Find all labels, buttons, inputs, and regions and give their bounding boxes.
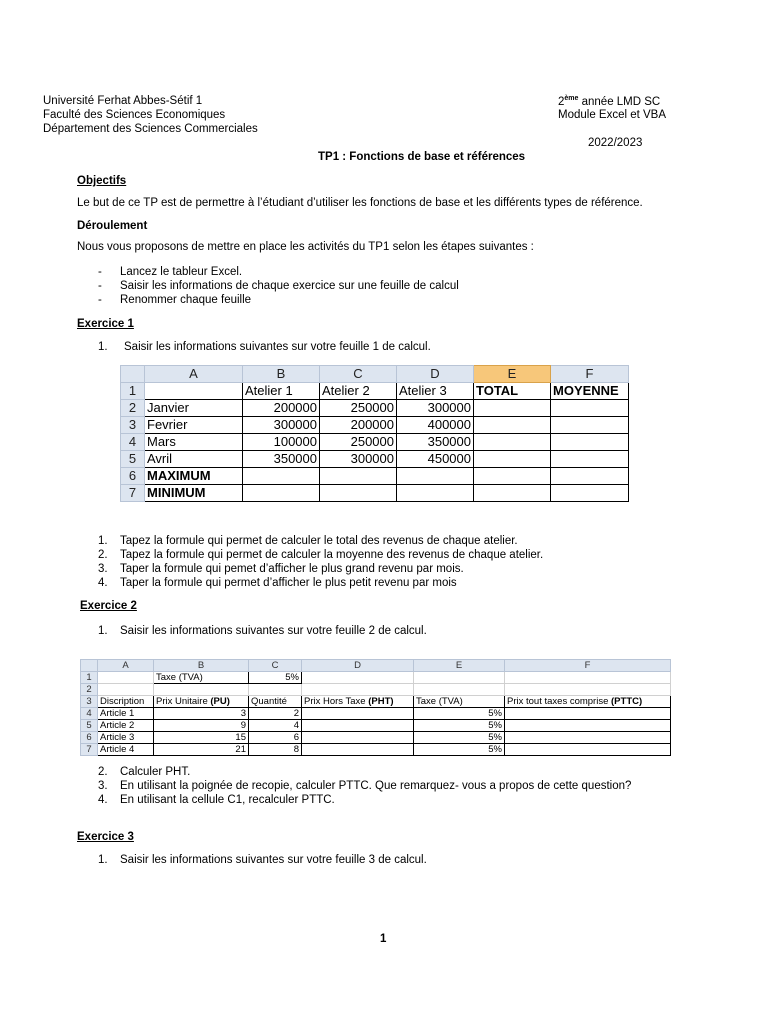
question-number: 2. bbox=[98, 766, 108, 778]
table-cell bbox=[320, 468, 397, 485]
table-cell bbox=[302, 732, 414, 744]
table-row bbox=[81, 672, 671, 684]
question-number: 2. bbox=[98, 549, 108, 561]
column-header: E bbox=[414, 660, 505, 672]
table-cell bbox=[243, 468, 320, 485]
list-bullet: - bbox=[98, 294, 102, 306]
table-cell bbox=[551, 485, 629, 502]
exercice3-instruction: Saisir les informations suivantes sur votre feuille 3 de calcul. bbox=[120, 854, 427, 866]
table-row bbox=[121, 400, 629, 417]
table-cell bbox=[474, 434, 551, 451]
exercice2-instruction: Saisir les informations suivantes sur votre feuille 2 de calcul. bbox=[120, 625, 427, 637]
question-text: Taper la formule qui permet d’afficher le plus petit revenu par mois bbox=[120, 577, 457, 589]
deroulement-intro: Nous vous proposons de mettre en place les activités du TP1 selon les étapes suivantes : bbox=[77, 241, 534, 253]
table-cell: Atelier 1 bbox=[243, 383, 320, 400]
table-cell: Article 4 bbox=[98, 744, 154, 756]
page-number: 1 bbox=[380, 933, 387, 945]
table-cell bbox=[98, 672, 154, 684]
table-cell: 15 bbox=[154, 732, 249, 744]
table-cell bbox=[474, 451, 551, 468]
table-cell bbox=[551, 468, 629, 485]
table-cell: 3 bbox=[154, 708, 249, 720]
table-cell: MINIMUM bbox=[145, 485, 243, 502]
study-year: 2ème année LMD SC bbox=[558, 95, 661, 108]
table-cell bbox=[302, 708, 414, 720]
row-header: 7 bbox=[121, 485, 145, 502]
exercice2-instruction-num: 1. bbox=[98, 625, 108, 637]
table-row bbox=[81, 720, 671, 732]
table-cell: 400000 bbox=[397, 417, 474, 434]
list-item: Saisir les informations de chaque exercice sur une feuille de calcul bbox=[120, 280, 459, 292]
column-header: F bbox=[505, 660, 671, 672]
table-cell: 4 bbox=[249, 720, 302, 732]
table-cell: MAXIMUM bbox=[145, 468, 243, 485]
table-cell: Discription bbox=[98, 696, 154, 708]
corner-cell bbox=[121, 366, 145, 383]
list-bullet: - bbox=[98, 266, 102, 278]
row-header: 4 bbox=[121, 434, 145, 451]
exercice1-spreadsheet bbox=[120, 365, 629, 502]
module-name: Module Excel et VBA bbox=[558, 109, 667, 121]
table-cell bbox=[474, 400, 551, 417]
objectifs-text: Le but de ce TP est de permettre à l’étudiant d’utiliser les fonctions de base et les différents types de référence. bbox=[77, 197, 643, 209]
table-cell: 350000 bbox=[243, 451, 320, 468]
question-number: 4. bbox=[98, 577, 108, 589]
faculty-name: Faculté des Sciences Economiques bbox=[43, 109, 226, 121]
table-cell: 200000 bbox=[243, 400, 320, 417]
table-cell: Article 2 bbox=[98, 720, 154, 732]
table-cell: 2 bbox=[249, 708, 302, 720]
table-cell: 8 bbox=[249, 744, 302, 756]
table-row bbox=[121, 485, 629, 502]
row-header: 1 bbox=[81, 672, 98, 684]
table-row bbox=[121, 434, 629, 451]
table-row bbox=[121, 451, 629, 468]
list-item: Lancez le tableur Excel. bbox=[120, 266, 243, 278]
table-cell bbox=[505, 732, 671, 744]
table-cell bbox=[397, 485, 474, 502]
column-header: B bbox=[243, 366, 320, 383]
table-cell bbox=[249, 684, 302, 696]
table-cell: TOTAL bbox=[474, 383, 551, 400]
table-cell bbox=[505, 684, 671, 696]
exercice1-instruction: Saisir les informations suivantes sur votre feuille 1 de calcul. bbox=[124, 341, 431, 353]
table-cell: Quantité bbox=[249, 696, 302, 708]
column-header: D bbox=[397, 366, 474, 383]
deroulement-heading: Déroulement bbox=[77, 220, 148, 232]
table-cell: 250000 bbox=[320, 434, 397, 451]
row-header: 4 bbox=[81, 708, 98, 720]
table-row bbox=[121, 417, 629, 434]
exercice3-heading: Exercice 3 bbox=[77, 831, 134, 843]
row-header: 1 bbox=[121, 383, 145, 400]
column-header: C bbox=[320, 366, 397, 383]
page-title: TP1 : Fonctions de base et références bbox=[318, 151, 526, 163]
table-cell: 250000 bbox=[320, 400, 397, 417]
exercice1-instruction-num: 1. bbox=[98, 341, 108, 353]
table-cell: 100000 bbox=[243, 434, 320, 451]
exercice2-spreadsheet bbox=[80, 659, 671, 756]
column-header: A bbox=[145, 366, 243, 383]
table-cell: Taxe (TVA) bbox=[414, 696, 505, 708]
table-cell bbox=[414, 684, 505, 696]
table-cell bbox=[505, 744, 671, 756]
table-cell: Fevrier bbox=[145, 417, 243, 434]
table-cell: 9 bbox=[154, 720, 249, 732]
row-header: 7 bbox=[81, 744, 98, 756]
row-header: 6 bbox=[121, 468, 145, 485]
exercice1-heading: Exercice 1 bbox=[77, 318, 134, 330]
table-cell: Avril bbox=[145, 451, 243, 468]
table-cell bbox=[505, 672, 671, 684]
question-number: 3. bbox=[98, 780, 108, 792]
table-cell bbox=[505, 708, 671, 720]
table-cell: Prix Unitaire (PU) bbox=[154, 696, 249, 708]
corner-cell bbox=[81, 660, 98, 672]
question-number: 4. bbox=[98, 794, 108, 806]
row-header: 2 bbox=[81, 684, 98, 696]
list-bullet: - bbox=[98, 280, 102, 292]
table-row bbox=[81, 732, 671, 744]
table-cell bbox=[414, 672, 505, 684]
column-header-row bbox=[81, 660, 671, 672]
table-cell bbox=[551, 451, 629, 468]
list-item: Renommer chaque feuille bbox=[120, 294, 252, 306]
table-cell bbox=[302, 720, 414, 732]
university-name: Université Ferhat Abbes-Sétif 1 bbox=[43, 95, 203, 107]
table-row bbox=[81, 708, 671, 720]
column-header: C bbox=[249, 660, 302, 672]
row-header: 3 bbox=[121, 417, 145, 434]
table-cell: 300000 bbox=[243, 417, 320, 434]
table-cell: 350000 bbox=[397, 434, 474, 451]
row-header: 6 bbox=[81, 732, 98, 744]
table-cell bbox=[474, 485, 551, 502]
table-cell: Prix Hors Taxe (PHT) bbox=[302, 696, 414, 708]
table-cell: Janvier bbox=[145, 400, 243, 417]
exercice2-heading: Exercice 2 bbox=[80, 600, 137, 612]
academic-year: 2022/2023 bbox=[588, 137, 643, 149]
table-cell: Taxe (TVA) bbox=[154, 672, 249, 684]
objectifs-heading: Objectifs bbox=[77, 175, 127, 187]
table-cell: Article 3 bbox=[98, 732, 154, 744]
question-text: En utilisant la poignée de recopie, calculer PTTC. Que remarquez- vous a propos de cette question? bbox=[120, 780, 632, 792]
table-cell: 450000 bbox=[397, 451, 474, 468]
question-text: En utilisant la cellule C1, recalculer PTTC. bbox=[120, 794, 335, 806]
table-cell: Article 1 bbox=[98, 708, 154, 720]
table-cell: 200000 bbox=[320, 417, 397, 434]
row-header: 5 bbox=[121, 451, 145, 468]
table-cell: 5% bbox=[414, 708, 505, 720]
table-cell bbox=[98, 684, 154, 696]
table-cell bbox=[551, 434, 629, 451]
question-text: Tapez la formule qui permet de calculer la moyenne des revenus de chaque atelier. bbox=[120, 549, 544, 561]
column-header: F bbox=[551, 366, 629, 383]
column-header: D bbox=[302, 660, 414, 672]
question-text: Taper la formule qui pemet d’afficher le plus grand revenu par mois. bbox=[120, 563, 464, 575]
table-cell: 5% bbox=[249, 672, 302, 684]
table-cell: 300000 bbox=[397, 400, 474, 417]
table-cell bbox=[302, 684, 414, 696]
table-cell bbox=[243, 485, 320, 502]
table-cell: 5% bbox=[414, 732, 505, 744]
table-cell bbox=[302, 672, 414, 684]
table-cell: 6 bbox=[249, 732, 302, 744]
column-header: A bbox=[98, 660, 154, 672]
table-cell bbox=[551, 400, 629, 417]
table-cell bbox=[505, 720, 671, 732]
table-cell: 300000 bbox=[320, 451, 397, 468]
table-cell bbox=[474, 417, 551, 434]
row-header: 2 bbox=[121, 400, 145, 417]
table-cell bbox=[397, 468, 474, 485]
exercice3-instruction-num: 1. bbox=[98, 854, 108, 866]
table-row bbox=[81, 744, 671, 756]
table-cell bbox=[154, 684, 249, 696]
table-cell bbox=[145, 383, 243, 400]
table-row bbox=[121, 383, 629, 400]
table-cell: 5% bbox=[414, 744, 505, 756]
question-text: Calculer PHT. bbox=[120, 766, 191, 778]
table-row bbox=[81, 696, 671, 708]
question-text: Tapez la formule qui permet de calculer le total des revenus de chaque atelier. bbox=[120, 535, 518, 547]
row-header: 5 bbox=[81, 720, 98, 732]
table-row bbox=[121, 468, 629, 485]
table-row bbox=[81, 684, 671, 696]
table-cell bbox=[320, 485, 397, 502]
table-cell bbox=[474, 468, 551, 485]
column-header-row bbox=[121, 366, 629, 383]
department-name: Département des Sciences Commerciales bbox=[43, 123, 258, 135]
question-number: 1. bbox=[98, 535, 108, 547]
table-cell: Atelier 2 bbox=[320, 383, 397, 400]
table-cell: Prix tout taxes comprise (PTTC) bbox=[505, 696, 671, 708]
question-number: 3. bbox=[98, 563, 108, 575]
table-cell: Mars bbox=[145, 434, 243, 451]
table-cell bbox=[551, 417, 629, 434]
table-cell: 21 bbox=[154, 744, 249, 756]
table-cell: MOYENNE bbox=[551, 383, 629, 400]
row-header: 3 bbox=[81, 696, 98, 708]
column-header-selected: E bbox=[474, 366, 551, 383]
table-cell: Atelier 3 bbox=[397, 383, 474, 400]
table-cell bbox=[302, 744, 414, 756]
column-header: B bbox=[154, 660, 249, 672]
table-cell: 5% bbox=[414, 720, 505, 732]
